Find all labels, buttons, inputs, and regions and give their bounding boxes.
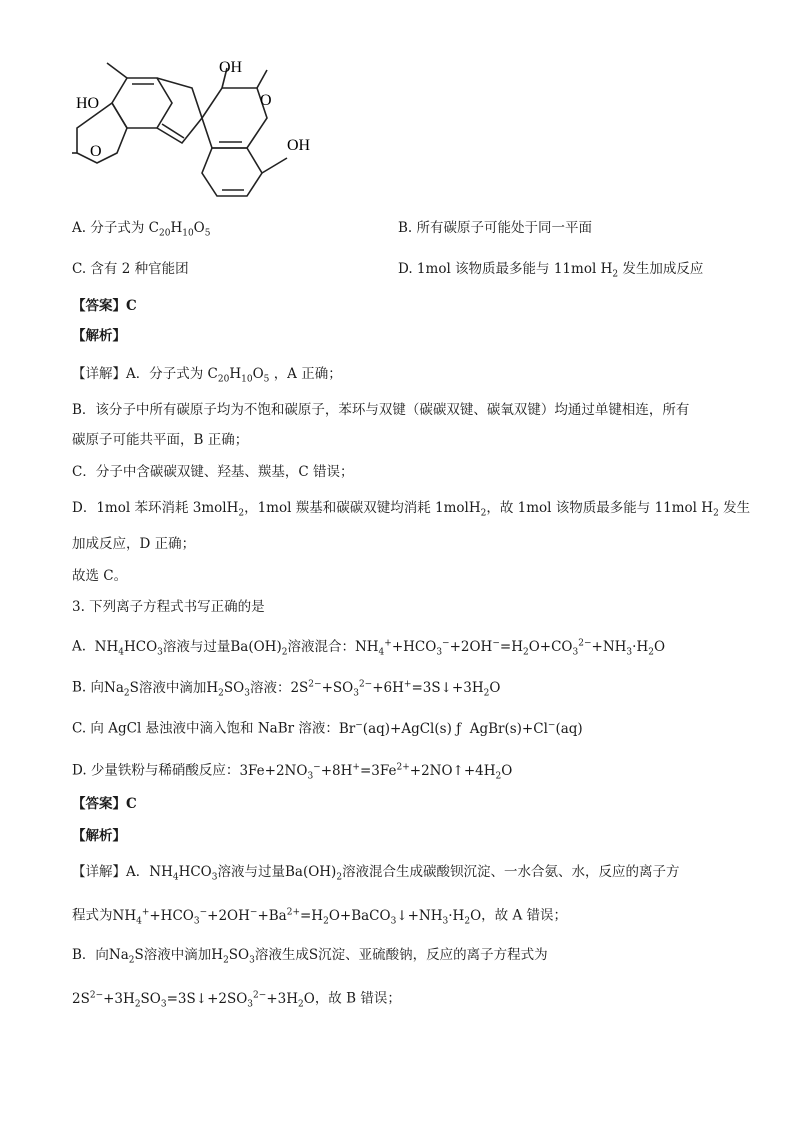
q2-option-a: [72, 218, 210, 244]
q2-detail-d-part3: ，故 1mol 该物质最多能与 11mol: [486, 500, 697, 516]
q3-detail-a-line2-prefix: 程式为: [72, 907, 113, 924]
q3-analysis-label: 【解析】: [72, 828, 126, 844]
q3-option-a-label: A.: [72, 638, 87, 655]
q3-detail-b-line2: [72, 985, 401, 1014]
q3-answer: 【答案】C: [72, 796, 137, 812]
molecular-structure-diagram: [72, 58, 342, 198]
q3-detail-a-intro: 【详解】A．: [72, 864, 150, 880]
q3-detail-b-equation: $2S^{2-}+3H_2SO_3=3S↓+2SO_3^{2-}+3H_2O$: [72, 990, 315, 1010]
ho-left-label: HO: [76, 95, 100, 112]
q2-answer: 【答案】C: [72, 298, 137, 314]
q3-option-c-equation: Br−(aq)+AgCl(s) ƒ AgBr(s)+Cl−(aq): [338, 720, 583, 737]
q2-detail-c: C．分子中含碳碳双键、羟基、羰基，C 错误；: [72, 464, 354, 480]
q3-detail-b-prefix: B．向: [72, 947, 109, 963]
q3-detail-b-line1: [72, 945, 548, 971]
o-left-label: O: [90, 143, 102, 160]
q2-detail-d-line2: 加成反应，D 正确；: [72, 536, 196, 552]
q2-detail-d-part1: D．1mol 苯环消耗 3molH: [72, 500, 239, 516]
q3-detail-b-text: $Na_2S$溶液中滴加$H_2SO_3$溶液生成S沉淀、亚硫酸钠，反应的离子方程式为: [108, 947, 548, 966]
q2-detail-d-part2: ，1mol 羰基和碳碳双键均消耗 1molH: [244, 500, 481, 516]
q2-option-a-formula: $C_{20}H_{10}O_5$: [148, 220, 211, 239]
q3-option-d-equation: $3Fe+2NO_3^-+8H^+=3Fe^{2+}+2NO↑+4H_2O$: [239, 762, 513, 782]
q2-analysis-label: 【解析】: [72, 328, 126, 344]
q2-option-d: [398, 259, 703, 285]
q2-detail-d-line1: D．1mol 苯环消耗 3molH$_2$，1mol 羰基和碳碳双键均消耗 1molH$_2$，故 1mol 该物质最多能与 11mol $H_2$ 发生: [72, 500, 751, 519]
q3-detail-a-line1: [72, 862, 680, 888]
q3-option-d: [72, 757, 512, 786]
q2-detail-b-line2: 碳原子可能共平面，B 正确；: [72, 432, 249, 448]
q2-detail-a-formula: $C_{20}H_{10}O_5$: [207, 366, 270, 385]
q3-option-b-equation: $Na_2S$溶液中滴加$H_2SO_3$溶液：$2S^{2-}+SO_3^{2-}+6H^+=3S↓+3H_2O$: [104, 679, 501, 699]
q3-option-a: [72, 633, 665, 662]
q3-detail-a-line2: [72, 902, 567, 931]
q2-detail-b-line1: B．该分子中所有碳原子均为不饱和碳原子，苯环与双键（碳碳双键、碳氧双键）均通过单键相连，所有: [72, 402, 690, 418]
q3-option-c-label: C. 向 AgCl 悬浊液中滴入饱和 NaBr 溶液：: [72, 720, 339, 737]
q2-detail-a: [72, 364, 342, 390]
q2-option-a-text: A. 分子式为: [72, 220, 145, 236]
q3-option-b-label: B. 向: [72, 679, 105, 696]
q3-option-b: [72, 674, 500, 703]
q2-option-d-suffix: 发生加成反应: [622, 261, 704, 277]
oh-right-label: OH: [287, 137, 311, 154]
q2-option-b: B. 所有碳原子可能处于同一平面: [398, 220, 593, 236]
q3-detail-a-equation: $NH_4^++HCO_3^-+2OH^-+Ba^{2+}=H_2O+BaCO_3↓+NH_3\cdot H_2O$: [112, 907, 482, 927]
q2-option-d-prefix: D. 1mol 该物质最多能与 11mol: [398, 261, 597, 277]
q3-detail-a-line2-suffix: ，故 A 错误；: [481, 907, 567, 924]
h2-formula: $H_2$: [600, 261, 619, 280]
o-right-label: O: [260, 92, 272, 109]
q3-option-d-label: D. 少量铁粉与稀硝酸反应：: [72, 762, 240, 779]
q3-option-a-equation: $NH_4HCO_3$溶液与过量$Ba(OH)_2$溶液混合：$NH_4^++HCO_3^-+2OH^-=H_2O+CO_3^{2-}+NH_3\cdot H_2O$: [90, 638, 666, 658]
q2-detail-a-suffix: ，A 正确；: [273, 366, 342, 382]
q3-detail-b-suffix: ，故 B 错误；: [314, 990, 401, 1007]
q3-detail-a-text: $NH_4HCO_3$溶液与过量$Ba(OH)_2$溶液混合生成碳酸钡沉淀、一水合氨、水，反应的离子方: [149, 864, 680, 883]
q2-option-c: C. 含有 2 种官能团: [72, 261, 189, 277]
q3-option-c: [72, 715, 583, 739]
oh-top-label: OH: [219, 59, 243, 76]
q2-conclusion: 故选 C。: [72, 568, 128, 584]
q3-stem: 3. 下列离子方程式书写正确的是: [72, 599, 265, 615]
q2-detail-d-part4: 发生: [723, 500, 751, 516]
q2-detail-a-prefix: 【详解】A．分子式为: [72, 366, 204, 382]
